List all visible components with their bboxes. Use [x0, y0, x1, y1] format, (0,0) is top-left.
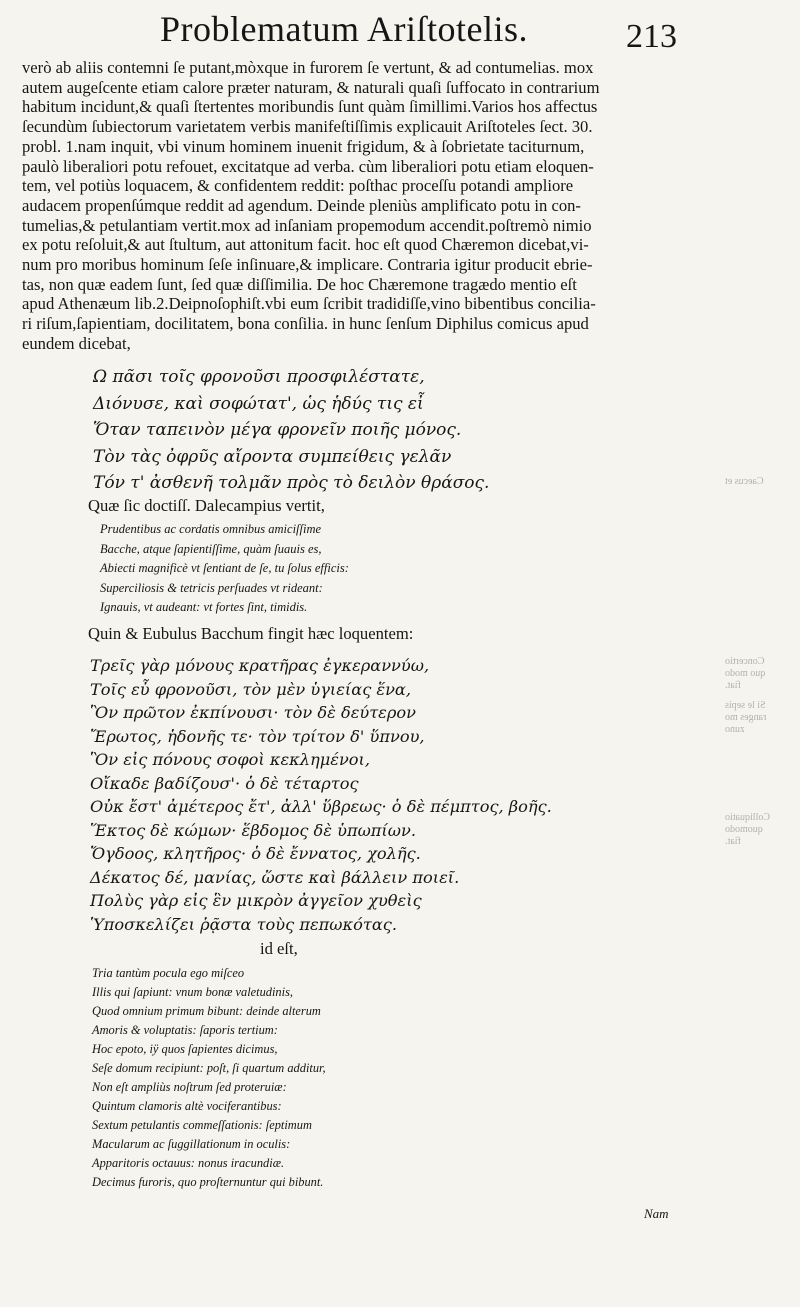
verse-line: Illis qui ſapiunt: vnum bonæ valetudinis, [92, 985, 293, 999]
verse-line: Ὃν εἰς πόνους σοφοὶ κεκλημένοι, [90, 750, 371, 769]
verse-line: Abiecti magnificè vt ſentiant de ſe, tu ſolus efficis: [100, 561, 349, 576]
margin-note: Caecus et [725, 476, 764, 487]
page-header [0, 4, 800, 54]
verse-line: Ω πᾶσι τοῖς φρονοῦσι προσφιλέστατε, [93, 367, 425, 387]
margin-note: Colliquatio [725, 812, 770, 823]
body-line: ex potu reſoluit,& aut ſtultum, aut attonitum facit. hoc eſt quod Chæremon dicebat,vi- [22, 235, 589, 255]
page-number: 213 [626, 18, 677, 55]
margin-note: quo modo [725, 668, 766, 679]
verse-line: Ἔρωτος, ἡδονῆς τε· τὸν τρίτον δ' ὕπνου, [90, 726, 425, 746]
body-line: audacem propenſúmque reddit ad agendum. Deinde pleniùs amplificato potu in con- [22, 195, 581, 215]
body-line: paulò liberaliori potu refouet, excitatque ad verba. cùm liberaliori potu etiam eloquen- [22, 156, 594, 176]
latin-translation-diphilus [100, 520, 620, 618]
verse-line: Δέκατος δέ, μανίας, ὥστε καὶ βάλλειν ποιεῖ. [90, 867, 460, 887]
verse-line: Οὐκ ἔστ' ἀμέτερος ἔτ', ἀλλ' ὕβρεως· ὁ δὲ πέμπτος, βοῆς. [90, 797, 552, 816]
verse-line: Decimus furoris, quo proſternuntur qui bibunt. [92, 1175, 324, 1189]
verse-line: Τρεῖς γὰρ μόνους κρατῆρας ἐγκεραννύω, [90, 656, 430, 675]
margin-note: ranges mo [725, 712, 767, 723]
verse-line: Ὅταν ταπεινὸν μέγα φρονεῖν ποιῆς μόνος. [93, 420, 462, 440]
body-line: autem augeſcente etiam calore præter naturam, & naturali quaſi ſuffocato in contrarium [22, 77, 600, 97]
body-line: num pro moribus hominum ſeſe inſinuare,& implicare. Contraria igitur producit ebrie- [22, 255, 593, 275]
running-title: Problematum Ariſtotelis. [160, 9, 528, 49]
verse-line: Macularum ac ſuggillationum in oculis: [92, 1137, 291, 1151]
verse-line: Prudentibus ac cordatis omnibus amiciſſime [100, 522, 322, 536]
verse-line: Ὃν πρῶτον ἐκπίνουσι· τὸν δὲ δεύτερον [90, 703, 416, 722]
greek-quotation-eubulus [90, 654, 650, 936]
translation-intro-dalecampius: Quæ ſic doctiſſ. Dalecampius vertit, [88, 496, 325, 515]
body-line: eundem dicebat, [22, 333, 131, 353]
verse-line: Τοῖς εὖ φρονοῦσι, τὸν μὲν ὑγιείας ἕνα, [90, 679, 412, 699]
verse-line: Apparitoris octauus: nonus iracundiæ. [92, 1156, 285, 1170]
body-line: ri riſum,ſapientiam, docilitatem, bona conſilia. in hunc ſenſum Diphilus comicus apud [22, 314, 589, 334]
verse-line: Τόν τ' ἀσθενῆ τολμᾶν πρὸς τὸ δειλὸν θράσος. [93, 473, 490, 493]
latin-translation-eubulus [92, 964, 652, 1192]
body-line: tas, non quæ eadem ſunt, ſed quæ diſſimilia. De hoc Chæremone tragædo mentio eſt [22, 274, 577, 294]
verse-line: Amoris & voluptatis: ſaporis tertium: [92, 1023, 278, 1037]
body-line: ſecundùm ſubiectorum varietatem verbis manifeſtiſſimis explicauit Ariſtoteles ſect. 30. [22, 117, 593, 137]
verse-line: Διόνυσε, καὶ σοφώτατ', ὡς ἡδύς τις εἶ [93, 393, 424, 414]
margin-note: Concertio [725, 656, 765, 667]
body-line: tem, vel potiùs loquacem, & confidentem reddit: poſthac proceſſu potandi ampliore [22, 176, 574, 196]
verse-line: Superciliosis & tetricis perſuades vt rideant: [100, 580, 323, 595]
body-line: verò ab aliis contemni ſe putant,mòxque in furorem ſe vertunt, & ad contumelias. mox [22, 58, 594, 77]
margin-note: fiat. [725, 680, 741, 691]
verse-line: Sextum petulantis commeſſationis: ſeptimum [92, 1118, 312, 1132]
body-line: tumelias,& petulantiam vertit.mox ad inſaniam propemodum accendit.poſtremò nimio [22, 215, 592, 235]
verse-line: Hoc epoto, iÿ quos ſapientes dicimus, [92, 1042, 278, 1056]
margin-note: Si le sepis [725, 700, 766, 711]
catchword: Nam [644, 1206, 669, 1221]
id-est-label: id eſt, [260, 939, 298, 958]
body-line: habitum incidunt,& quaſi ſtertentes moribundis ſunt quàm ſimillimi.Varios hos affectus [22, 97, 598, 117]
verse-line: Non eſt ampliùs noſtrum ſed proteruiæ: [92, 1080, 287, 1094]
verse-line: Bacche, atque ſapientiſſime, quàm ſuauis es, [100, 541, 322, 556]
verse-line: Ignauis, vt audeant: vt fortes ſint, timidis. [100, 600, 308, 615]
margin-note: fiat. [725, 836, 741, 847]
verse-line: Πολὺς γὰρ εἰς ἓν μικρὸν ἀγγεῖον χυθεὶς [90, 891, 422, 910]
translation-intro-eubulus: Quin & Eubulus Bacchum fingit hæc loquentem: [88, 624, 414, 643]
verse-line: Quod omnium primum bibunt: deinde alterum [92, 1004, 321, 1018]
margin-note: zuno [725, 724, 745, 735]
verse-line: Seſe domum recipiunt: poſt, ſi quartum additur, [92, 1061, 326, 1075]
margin-note: quomodo [725, 824, 763, 835]
verse-line: Ὑποσκελίζει ῥᾷστα τοὺς πεπωκότας. [90, 914, 397, 934]
verse-line: Τὸν τὰς ὀφρῦς αἴροντα συμπείθεις γελᾶν [93, 446, 452, 467]
body-paragraph [22, 58, 672, 354]
verse-line: Tria tantùm pocula ego miſceo [92, 966, 245, 980]
greek-quotation-diphilus [93, 364, 613, 497]
verse-line: Ἕκτος δὲ κώμων· ἕβδομος δὲ ὑπωπίων. [90, 820, 416, 840]
verse-line: Οἴκαδε βαδίζουσ'· ὁ δὲ τέταρτος [90, 773, 359, 793]
body-line: apud Athenæum lib.2.Deipnoſophiſt.vbi eum ſcribit tradidiſſe,vino bibentibus concilia- [22, 294, 596, 314]
verse-line: Ὄγδοος, κλητῆρος· ὁ δὲ ἔννατος, χολῆς. [90, 844, 421, 863]
verse-line: Quintum clamoris altè vociferantibus: [92, 1099, 282, 1113]
body-line: probl. 1.nam inquit, vbi vinum hominem inuenit frigidum, & à ſobrietate taciturnum, [22, 136, 585, 156]
